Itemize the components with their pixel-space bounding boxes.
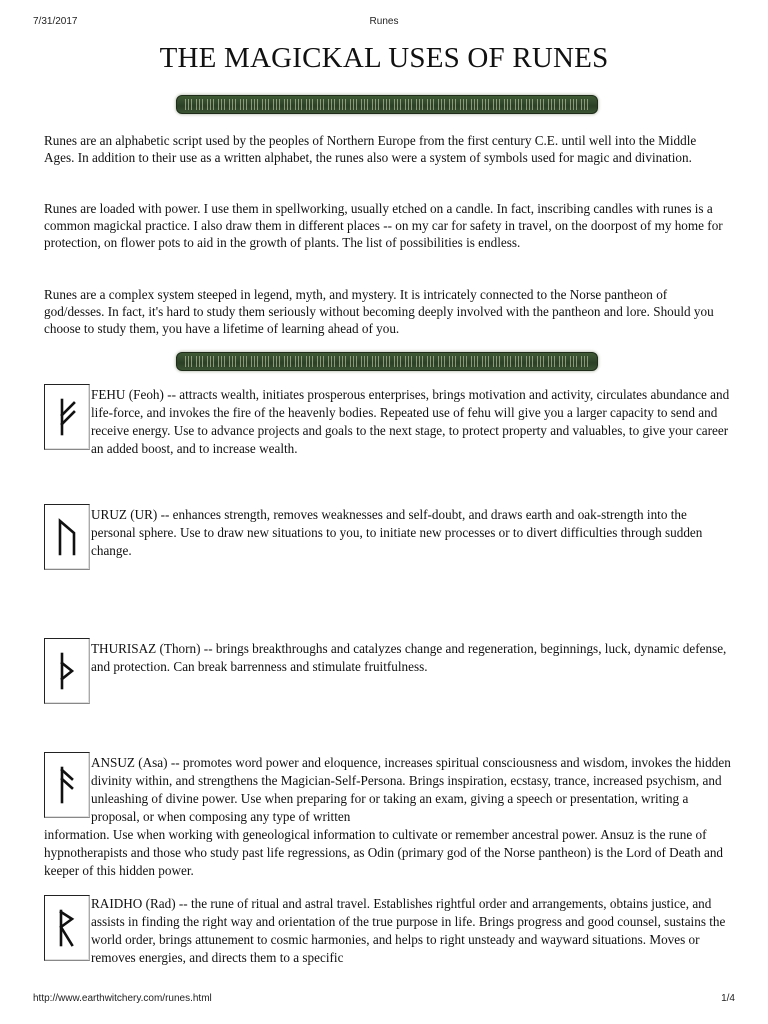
uruz-description: URUZ (UR) -- enhances strength, removes weaknesses and self-doubt, and draws earth and oak-strength into the personal sphere. Use to draw new situations to you, to initiate new processes or to divert difficulties through sudden change. — [91, 507, 703, 558]
thurisaz-description: THURISAZ (Thorn) -- brings breakthroughs and catalyzes change and regeneration, beginnings, luck, dynamic defense, and protection. Can break barrenness and stimulate fruitfulness. — [91, 641, 727, 674]
intro-paragraph-2: Runes are loaded with power. I use them in spellworking, usually etched on a candle. In fact, inscribing candles with runes is a common magickal practice. I also draw them in different places -- on my car for safety in travel, on the doorpost of my home for protection, on flower pots to aid in the growth of plants. The list of possibilities is endless. — [44, 201, 723, 250]
uruz-rune-icon — [44, 504, 90, 570]
ansuz-description: ANSUZ (Asa) -- promotes word power and eloquence, increases spiritual consciousness and wisdom, invokes the hidden divinity within, and strengthens the Magician-Self-Persona. Brings inspiration, ecstasy, trance, increased psychism, and unleashing of divine power. Use when preparing for or taking an exam, giving a speech or presentation, writing a proposal, or when composing any type of written — [91, 755, 731, 824]
fehu-rune-icon — [44, 384, 90, 450]
print-page-title: Runes — [369, 16, 399, 27]
raidho-description: RAIDHO (Rad) -- the rune of ritual and astral travel. Establishes rightful order and arrangements, obtains justice, and assists in finding the right way and orientation of the true purpose in life. Brings progress and good counsel, sustains the world order, brings attunement to cosmic harmonies, and helps to right unsteady and wayward situations. Moves or removes energies, and directs them to a specific — [91, 896, 726, 965]
raidho-rune-icon — [44, 895, 90, 961]
page-title: THE MAGICKAL USES OF RUNES — [159, 42, 609, 74]
print-header — [0, 16, 768, 30]
print-footer — [0, 993, 768, 1007]
ansuz-description-continued: information. Use when working with geneological information to cultivate or remember ancestral power. Ansuz is the rune of hypnotherapists and those who study past life regressions, as Odin (primary god of the Norse pantheon) is the Lord of Death and keeper of this hidden power. — [44, 827, 724, 878]
rune-divider-banner — [176, 352, 598, 371]
fehu-description: FEHU (Feoh) -- attracts wealth, initiates prosperous enterprises, brings motivation and activity, circulates abundance and life-force, and invokes the fire of the heavenly bodies. Repeated use of fehu will give you a larger capacity to send and receive energy. Use to advance projects and goals to the next stage, to protect property and valuables, to give your career an added boost, and to increase wealth. — [91, 387, 730, 456]
print-date: 7/31/2017 — [33, 16, 78, 27]
ansuz-rune-icon — [44, 752, 90, 818]
thurisaz-rune-icon — [44, 638, 90, 704]
print-page-count: 1/4 — [721, 993, 735, 1004]
intro-paragraph-3: Runes are a complex system steeped in legend, myth, and mystery. It is intricately connected to the Norse pantheon of god/desses. In fact, it's hard to study them seriously without becoming deeply involved with the pantheon and lore. Should you choose to study them, you have a lifetime of learning ahead of you. — [44, 287, 714, 336]
rune-divider-banner — [176, 95, 598, 114]
intro-paragraph-1: Runes are an alphabetic script used by the peoples of Northern Europe from the first century C.E. until well into the Middle Ages. In addition to their use as a written alphabet, the runes also were a system of symbols used for magic and divination. — [44, 133, 697, 165]
print-url: http://www.earthwitchery.com/runes.html — [33, 993, 212, 1004]
